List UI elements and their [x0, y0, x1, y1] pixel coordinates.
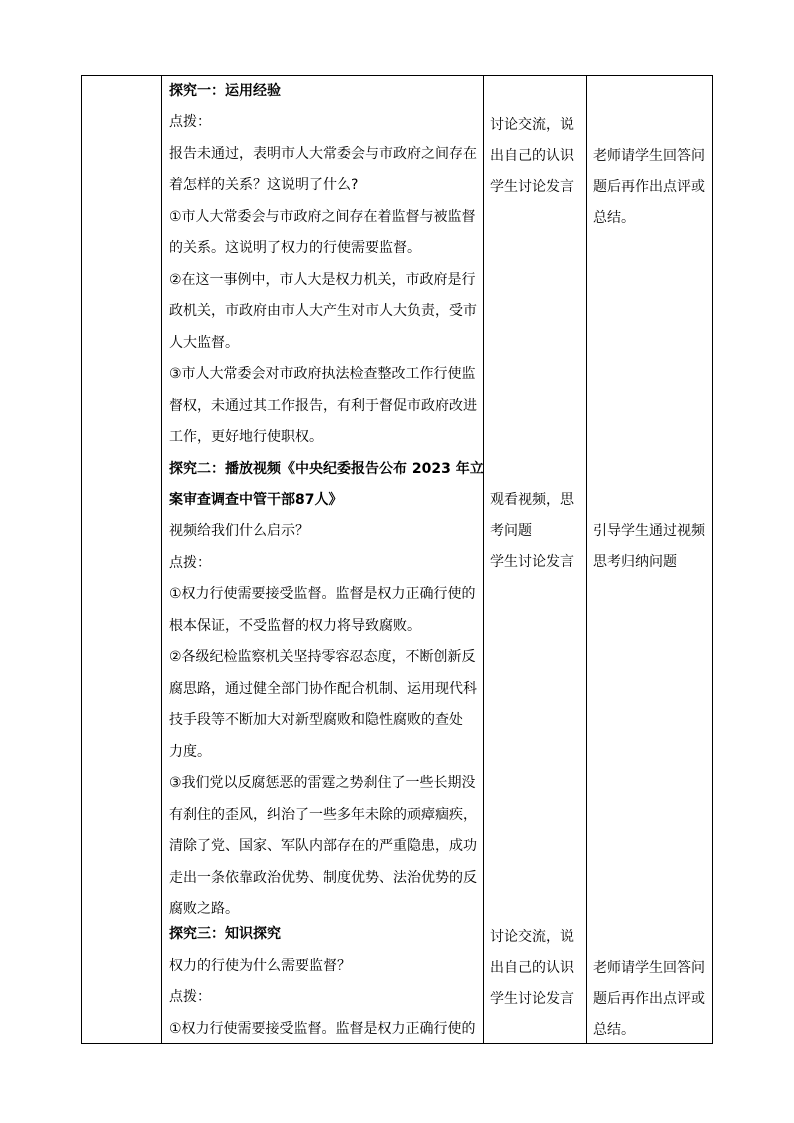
- text-line: 督权，未通过其工作报告，有利于督促市政府改进: [169, 398, 477, 414]
- text-line: ①权力行使需要接受监督。监督是权力正确行使的: [169, 586, 476, 602]
- stage-cell: [82, 76, 161, 1043]
- text-line: 根本保证，不受监督的权力将导致腐败。: [169, 618, 421, 634]
- text-line: 出自己的认识: [490, 960, 574, 976]
- lesson-table: [81, 75, 713, 1044]
- column-divider: [483, 76, 484, 1043]
- text-line: 引导学生通过视频: [593, 523, 705, 539]
- text-line: 题后再作出点评或: [593, 179, 705, 195]
- text-line: 思考归纳问题: [593, 554, 677, 570]
- text-line: 学生讨论发言: [490, 554, 574, 570]
- column-divider: [586, 76, 587, 1043]
- text-line: 讨论交流，说: [490, 117, 574, 133]
- section-heading: 探究二：播放视频《中央纪委报告公布 2023 年立: [169, 461, 484, 477]
- text-line: 腐思路，通过健全部门协作配合机制、运用现代科: [169, 681, 477, 697]
- text-line: ①权力行使需要接受监督。监督是权力正确行使的: [169, 1021, 476, 1037]
- text-line: ③我们党以反腐惩恶的雷霆之势刹住了一些长期没: [169, 775, 476, 791]
- text-line: 报告未通过，表明市人大常委会与市政府之间存在: [169, 146, 477, 162]
- text-line: 学生讨论发言: [490, 991, 574, 1007]
- text-line: 学生讨论发言: [490, 179, 574, 195]
- text-line: 的关系。这说明了权力的行使需要监督。: [169, 240, 421, 256]
- text-line: ②在这一事例中，市人大是权力机关，市政府是行: [169, 272, 476, 288]
- text-line: 清除了党、国家、军队内部存在的严重隐患，成功: [169, 838, 477, 854]
- text-line: 点拨：: [169, 555, 211, 571]
- text-line: 出自己的认识: [490, 148, 574, 164]
- text-line: 老师请学生回答问: [593, 148, 705, 164]
- text-line: 总结。: [593, 1022, 635, 1038]
- text-line: 点拨：: [169, 989, 211, 1005]
- text-line: 走出一条依靠政治优势、制度优势、法治优势的反: [169, 870, 477, 886]
- text-line: 点拨：: [169, 114, 211, 130]
- text-line: 技手段等不断加大对新型腐败和隐性腐败的查处: [169, 712, 463, 728]
- column-divider: [161, 76, 162, 1043]
- text-line: 总结。: [593, 210, 635, 226]
- text-line: 观看视频，思: [490, 492, 574, 508]
- text-line: 工作，更好地行使职权。: [169, 429, 323, 445]
- text-line: ②各级纪检监察机关坚持零容忍态度，不断创新反: [169, 649, 476, 665]
- text-line: 权力的行使为什么需要监督？: [169, 958, 351, 974]
- text-line: 讨论交流，说: [490, 929, 574, 945]
- section-heading: 探究一：运用经验: [169, 83, 281, 99]
- section-heading: 案审查调查中管干部87人》: [169, 492, 343, 508]
- text-line: ①市人大常委会与市政府之间存在着监督与被监督: [169, 209, 476, 225]
- text-line: 着怎样的关系？这说明了什么?: [169, 177, 359, 193]
- text-line: 老师请学生回答问: [593, 960, 705, 976]
- text-line: 腐败之路。: [169, 901, 239, 917]
- text-line: 题后再作出点评或: [593, 991, 705, 1007]
- section-heading: 探究三：知识探究: [169, 926, 281, 942]
- text-line: 考问题: [490, 523, 532, 539]
- text-line: 有刹住的歪风，纠治了一些多年未除的顽瘴痼疾，: [169, 807, 477, 823]
- text-line: 视频给我们什么启示？: [169, 523, 309, 539]
- text-line: 人大监督。: [169, 335, 239, 351]
- text-line: 力度。: [169, 744, 211, 760]
- text-line: 政机关，市政府由市人大产生对市人大负责，受市: [169, 303, 477, 319]
- text-line: ③市人大常委会对市政府执法检查整改工作行使监: [169, 366, 476, 382]
